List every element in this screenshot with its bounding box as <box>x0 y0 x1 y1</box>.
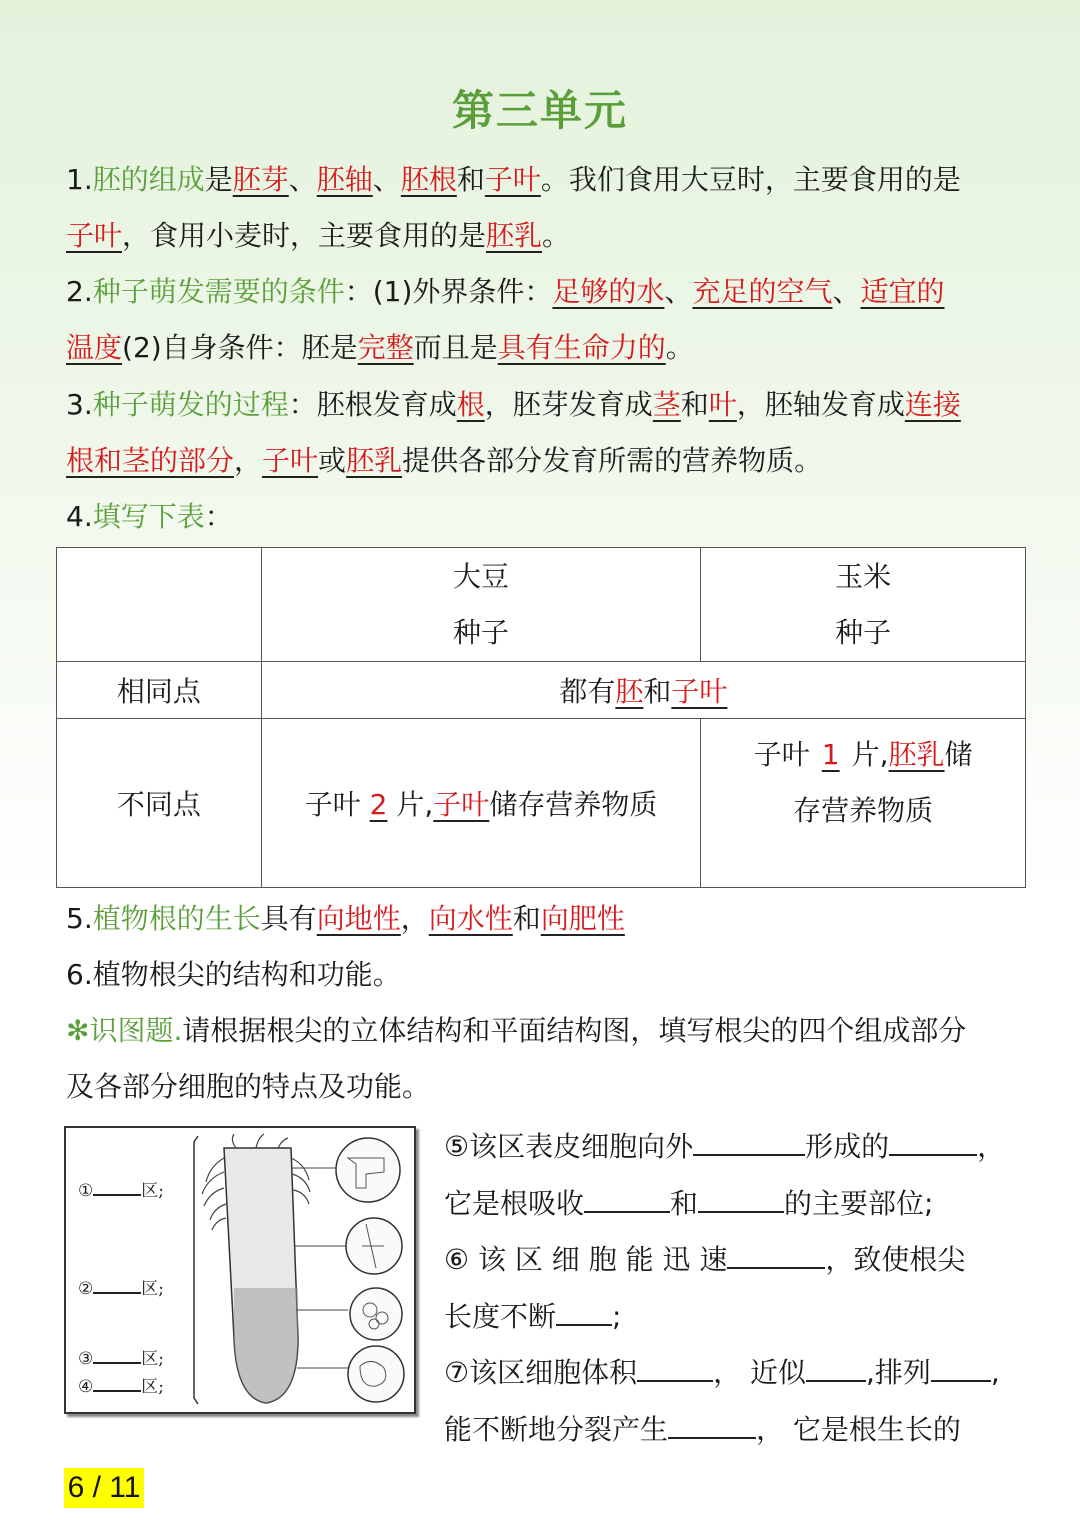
text: ，胚轴发育成 <box>736 388 905 421</box>
question-2-line-1 <box>66 272 1026 312</box>
text: 储 <box>944 738 973 771</box>
blank <box>931 1350 991 1382</box>
answer: 充足的空气 <box>692 275 833 308</box>
text: ：(1)外界条件： <box>344 275 553 308</box>
header-corn <box>701 548 1026 662</box>
text: 子叶 <box>304 788 370 821</box>
soybean-difference-cell <box>261 719 701 888</box>
text: ⑥ 该 区 细 胞 能 迅 速 <box>444 1243 728 1276</box>
comparison-table <box>56 547 1026 888</box>
question-4-line <box>66 497 1026 537</box>
header-soybean <box>261 548 701 662</box>
text: 、 <box>372 163 401 196</box>
answer: 根和茎的部分 <box>66 444 235 477</box>
label-number: ② <box>78 1279 94 1299</box>
text: 是 <box>204 163 233 196</box>
blank <box>584 1181 670 1213</box>
text: 储存营养物质 <box>489 788 658 821</box>
answer: 叶 <box>708 388 737 421</box>
row-label-different: 不同点 <box>57 719 262 888</box>
question-label: 植物根的生长 <box>92 902 261 935</box>
text: ⑤该区表皮细胞向外 <box>444 1130 694 1163</box>
question-label: 胚的组成 <box>92 163 205 196</box>
guide-lines <box>291 1168 348 1368</box>
question-7-line-2: 及各部分细胞的特点及功能。 <box>66 1070 431 1103</box>
question-3-line-1 <box>66 385 1026 425</box>
text: ， 它是根生长的 <box>756 1413 961 1446</box>
blank <box>698 1181 784 1213</box>
text: 和 <box>643 675 672 708</box>
text: 它是根吸收 <box>444 1187 585 1220</box>
blank <box>693 1124 805 1156</box>
answer: 子叶 <box>66 219 123 252</box>
text: 、 <box>664 275 693 308</box>
table-corner-cell <box>57 548 262 662</box>
blank <box>727 1237 825 1269</box>
spacer <box>701 839 1025 879</box>
text: 。 <box>665 331 694 364</box>
answer: 胚乳 <box>486 219 543 252</box>
root-tip-figure <box>64 1126 416 1414</box>
answer: 温度 <box>66 331 123 364</box>
text: ：胚根发育成 <box>288 388 457 421</box>
text: 而且是 <box>413 331 498 364</box>
question-number: 4. <box>66 500 93 533</box>
answer: 胚轴 <box>316 163 373 196</box>
text: ， 近似 <box>713 1356 807 1389</box>
answer: 1 <box>821 738 840 771</box>
question-6-line: 6.植物根尖的结构和功能。 <box>66 958 401 991</box>
text: ，胚芽发育成 <box>484 388 653 421</box>
answer: 向水性 <box>428 902 513 935</box>
question-label: 填写下表 <box>92 500 205 533</box>
answer: 足够的水 <box>552 275 665 308</box>
text: 和 <box>680 388 709 421</box>
corn-difference-line-1 <box>701 727 1025 783</box>
label-number: ① <box>78 1181 94 1201</box>
table-row-different <box>57 719 1026 888</box>
page-indicator: 6 / 11 <box>64 1468 144 1508</box>
label-suffix: 区; <box>141 1377 164 1397</box>
question-5-line <box>66 899 1026 939</box>
question-3-line-2 <box>66 441 1026 481</box>
text: 片, <box>851 738 889 771</box>
question-1-line-1 <box>66 160 1026 200</box>
text: 。 <box>542 219 571 252</box>
text: 和 <box>512 902 541 935</box>
text: ， <box>977 1130 1006 1163</box>
blank <box>556 1294 612 1326</box>
text: ,排列 <box>866 1356 931 1389</box>
answer: 胚根 <box>400 163 457 196</box>
corn-difference-line-2: 存营养物质 <box>793 794 934 827</box>
text: 和 <box>456 163 485 196</box>
answer: 子叶 <box>433 788 490 821</box>
answer: 子叶 <box>484 163 541 196</box>
blank <box>889 1124 977 1156</box>
answer: 向肥性 <box>540 902 625 935</box>
text: 都有 <box>559 675 616 708</box>
table-header-row <box>57 548 1026 662</box>
circle-zone-8 <box>348 1346 404 1402</box>
question-label: ✻识图题. <box>66 1014 183 1047</box>
fill-line-4 <box>444 1294 621 1337</box>
answer: 胚 <box>615 675 644 708</box>
question-number: 5. <box>66 902 93 935</box>
cell-circles <box>336 1138 404 1402</box>
answer: 连接 <box>904 388 961 421</box>
text: 的主要部位; <box>784 1187 934 1220</box>
header-corn-line-2: 种子 <box>835 615 892 649</box>
answer: 茎 <box>652 388 681 421</box>
text: 。我们食用大豆时，主要食用的是 <box>540 163 961 196</box>
text: ，致使根尖 <box>825 1243 966 1276</box>
text: 、 <box>832 275 861 308</box>
page-title: 第三单元 <box>451 86 628 135</box>
text: 提供各部分发育所需的营养物质。 <box>402 444 823 477</box>
text: 具有 <box>260 902 317 935</box>
text: ： <box>204 500 233 533</box>
text: ， <box>400 902 429 935</box>
question-1-line-2 <box>66 216 1026 256</box>
header-soybean-line-1: 大豆 <box>453 559 510 593</box>
label-number: ③ <box>78 1349 94 1369</box>
question-7-line-1 <box>66 1011 1026 1051</box>
label-suffix: 区; <box>141 1181 164 1201</box>
text: 或 <box>318 444 347 477</box>
text: ⑦该区细胞体积 <box>444 1356 638 1389</box>
question-number: 2. <box>66 275 93 308</box>
question-2-line-2 <box>66 328 1026 368</box>
text: 请根据根尖的立体结构和平面结构图，填写根尖的四个组成部分 <box>182 1014 967 1047</box>
fill-line-6 <box>444 1407 961 1450</box>
label-suffix: 区; <box>141 1349 164 1369</box>
text: 和 <box>670 1187 699 1220</box>
question-number: 3. <box>66 388 93 421</box>
question-number: 1. <box>66 163 93 196</box>
text: , <box>990 1356 1000 1389</box>
table-row-same <box>57 662 1026 719</box>
zone-bracket <box>194 1136 198 1404</box>
question-label: 种子萌发的过程 <box>92 388 289 421</box>
text: (2)自身条件：胚是 <box>122 331 358 364</box>
text: ; <box>612 1300 622 1333</box>
answer: 根 <box>456 388 485 421</box>
blank <box>637 1350 713 1382</box>
answer: 胚芽 <box>232 163 289 196</box>
answer: 具有生命力的 <box>497 331 666 364</box>
text: 形成的 <box>805 1130 890 1163</box>
answer: 完整 <box>357 331 414 364</box>
answer: 适宜的 <box>860 275 945 308</box>
answer: 2 <box>369 788 388 821</box>
text: 、 <box>288 163 317 196</box>
header-soybean-line-2: 种子 <box>453 615 510 649</box>
blank <box>668 1407 756 1439</box>
text: 片, <box>387 788 434 821</box>
circle-zone-5 <box>336 1138 400 1202</box>
text: 子叶 <box>753 738 810 771</box>
text: 长度不断 <box>444 1300 557 1333</box>
text: 能不断地分裂产生 <box>444 1413 669 1446</box>
row-label-same: 相同点 <box>57 662 262 719</box>
label-suffix: 区; <box>141 1279 164 1299</box>
question-label: 种子萌发需要的条件 <box>92 275 345 308</box>
answer: 子叶 <box>671 675 728 708</box>
text: ， <box>234 444 263 477</box>
fill-line-5 <box>444 1350 1000 1393</box>
fill-line-3 <box>444 1237 965 1280</box>
answer: 胚乳 <box>888 738 945 771</box>
answer: 向地性 <box>316 902 401 935</box>
same-points-cell <box>261 662 1025 719</box>
corn-difference-cell <box>701 719 1026 888</box>
answer: 胚乳 <box>346 444 403 477</box>
header-corn-line-1: 玉米 <box>835 559 892 593</box>
text: ，食用小麦时，主要食用的是 <box>122 219 487 252</box>
blank <box>806 1350 866 1382</box>
fill-line-1 <box>444 1124 1005 1167</box>
fill-line-2 <box>444 1181 933 1224</box>
label-number: ④ <box>78 1377 94 1397</box>
root-tip-drawing <box>66 1128 414 1412</box>
answer: 子叶 <box>262 444 319 477</box>
